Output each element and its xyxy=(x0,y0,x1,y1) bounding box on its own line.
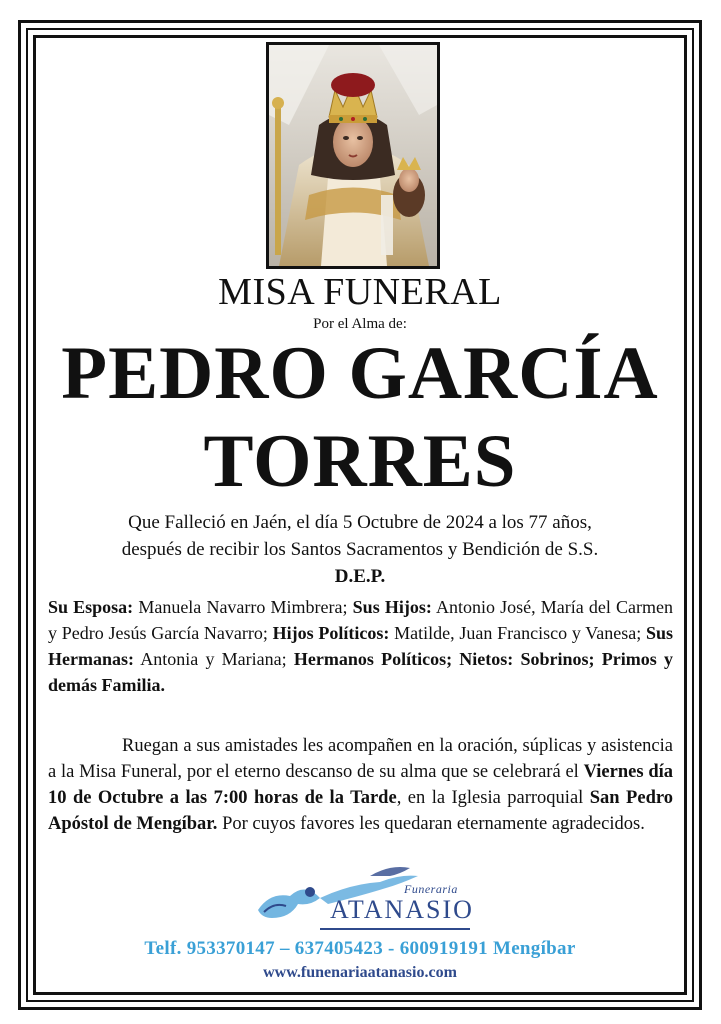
mass-paragraph xyxy=(48,733,673,837)
sisters-label: Sus Hermanas: xyxy=(48,623,673,669)
document-title: MISA FUNERAL xyxy=(218,271,502,313)
sisters-names: Antonia y Mariana; xyxy=(133,649,294,669)
logo-atanasio: ATANASIO xyxy=(330,895,474,924)
virgin-image xyxy=(266,42,440,269)
logo-underline xyxy=(320,928,470,930)
contact-phones: Telf. 953370147 – 637405423 - 600919191 Mengíbar xyxy=(144,938,576,959)
document-subtitle: Por el Alma de: xyxy=(313,316,407,332)
spouse-name: Manuela Navarro Mimbrera; xyxy=(133,597,353,617)
virgin-image-illustration xyxy=(269,45,437,266)
death-notice-line1: Que Falleció en Jaén, el día 5 Octubre de 2024 a los 77 años, xyxy=(128,512,592,533)
mass-date: Viernes día 10 de Octubre a las 7:00 horas de la Tarde xyxy=(48,762,673,808)
death-notice-line2: después de recibir los Santos Sacramentos y Bendición de S.S. xyxy=(121,539,599,560)
spouse-label: Su Esposa: xyxy=(48,597,134,617)
mass-text-3: Por cuyos favores les quedaran eternamente agradecidos. xyxy=(217,814,645,834)
dep-label: D.E.P. xyxy=(334,566,386,587)
mass-church: San Pedro Apóstol de Mengíbar. xyxy=(48,788,673,834)
logo-funeraria: Funeraria xyxy=(404,882,458,896)
children-in-law-names: Matilde, Juan Francisco y Vanesa; xyxy=(389,623,646,643)
deceased-name-line1: PEDRO GARCÍA xyxy=(61,332,659,415)
family-paragraph xyxy=(48,594,673,698)
death-notice xyxy=(40,509,680,563)
children-names: Antonio José, María del Carmen y Pedro Jesús García Navarro; xyxy=(48,597,673,643)
mass-text-2: , en la Iglesia parroquial xyxy=(396,788,590,808)
children-in-law-label: Hijos Políticos: xyxy=(272,623,390,643)
children-label: Sus Hijos: xyxy=(352,597,432,617)
mass-text-1: Ruegan a sus amistades les acompañen en la oración, súplicas y asistencia a la Misa Funeral, por el eterno descanso de su alma que se celebrará el xyxy=(48,736,673,782)
website-link[interactable]: www.funenariaatanasio.com xyxy=(263,964,457,981)
other-relatives-label: Hermanos Políticos; Nietos: Sobrinos; Primos y demás Familia. xyxy=(48,649,673,695)
deceased-name-line2: TORRES xyxy=(203,420,517,503)
